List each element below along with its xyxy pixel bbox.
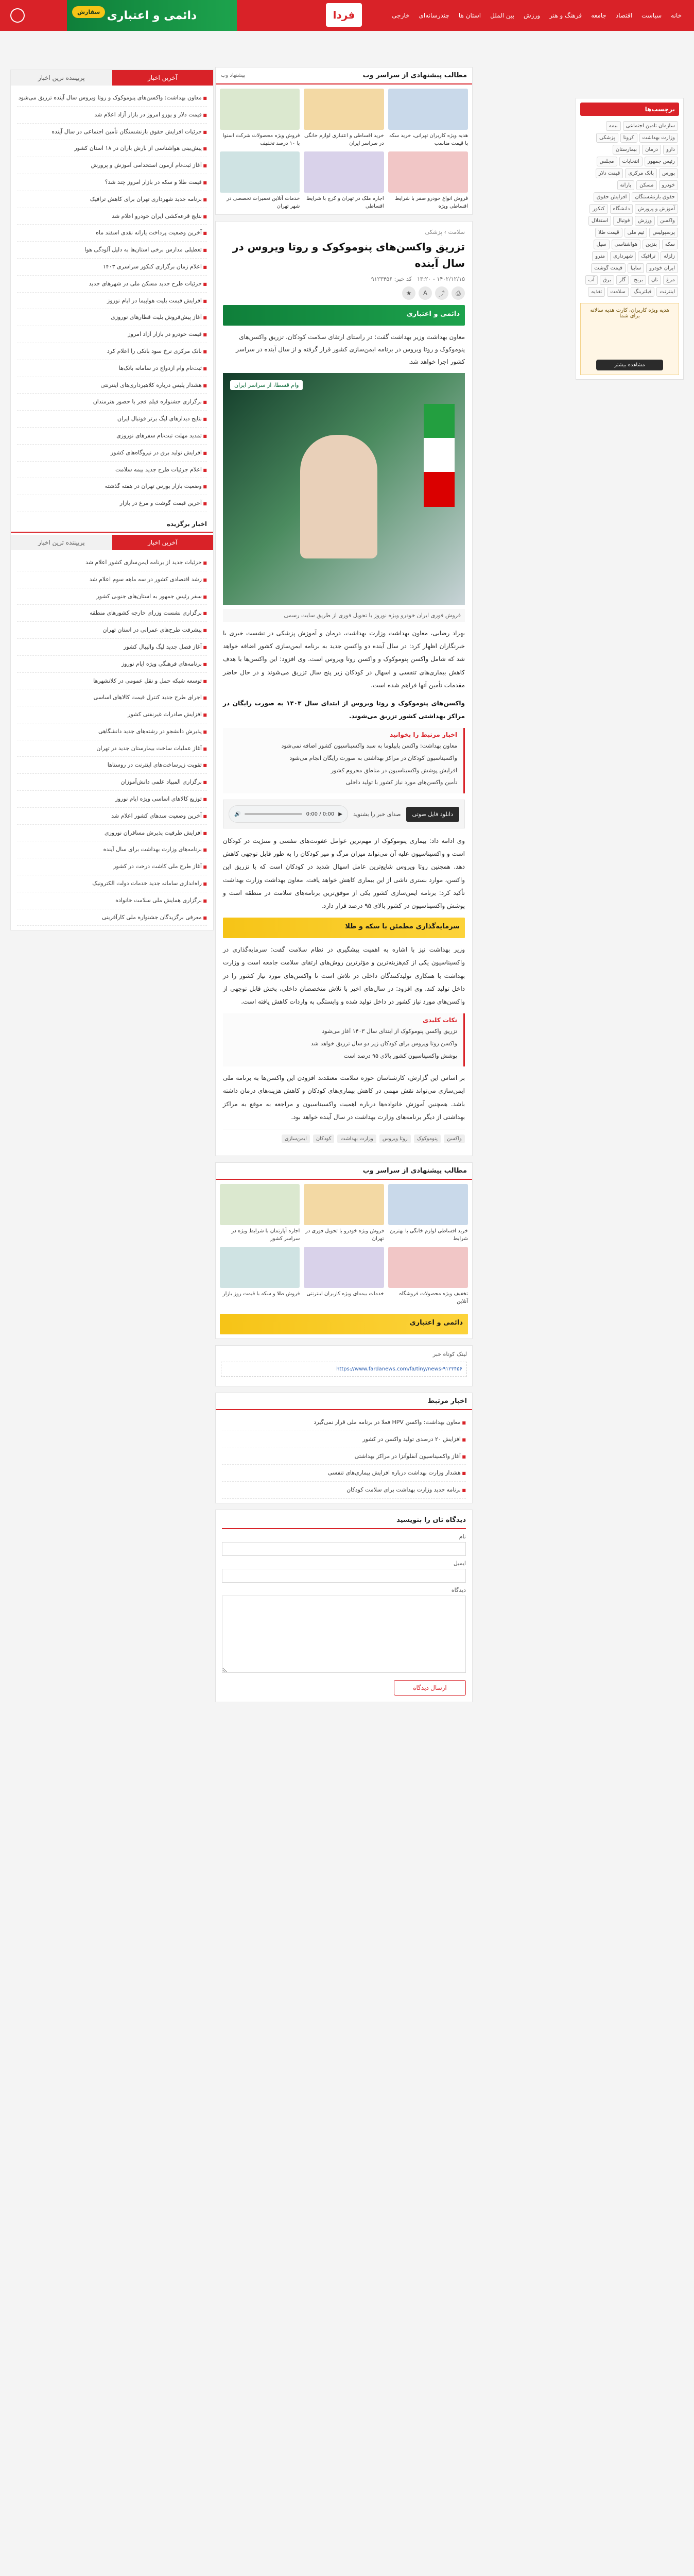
more-news-box bbox=[215, 1393, 473, 1503]
left-news-item[interactable]: ■ افزایش ظرفیت پذیرش مسافران نوروزی bbox=[17, 825, 207, 842]
suggested-card[interactable] bbox=[388, 1247, 468, 1306]
tag-chip[interactable]: زلزله bbox=[661, 251, 678, 261]
name-label: نام bbox=[459, 1533, 466, 1540]
article-tag[interactable]: وزارت بهداشت bbox=[337, 1134, 376, 1143]
nav-item[interactable]: استان ها bbox=[458, 12, 481, 19]
tag-chip[interactable]: قیمت طلا bbox=[595, 228, 622, 238]
suggested-card[interactable] bbox=[304, 1247, 384, 1306]
more-news-item[interactable]: ■ برنامه جدید وزارت بهداشت برای سلامت کودکان bbox=[222, 1482, 466, 1499]
left-news-item[interactable]: ■ نتایج دیدارهای لیگ برتر فوتبال ایران bbox=[17, 411, 207, 428]
article-title: تزریق واکسن‌های پنوموکوک و روتا ویروس در سال آینده bbox=[232, 241, 465, 269]
related-top-box bbox=[215, 67, 473, 215]
key-point-item[interactable]: تزریق واکسن پنوموکوک از ابتدای سال ۱۴۰۳ آغاز می‌شود bbox=[322, 1028, 457, 1035]
left-news-item[interactable]: ■ جزئیات طرح جدید مسکن ملی در شهرهای جدید bbox=[17, 276, 207, 293]
article-tag[interactable]: کودکان bbox=[313, 1134, 335, 1143]
suggested-card-caption: خرید اقساطی و اعتباری لوازم خانگی در سراسر ایران bbox=[304, 133, 384, 146]
left-news-item[interactable]: ■ برگزاری نشست وزرای خارجه کشورهای منطقه bbox=[17, 605, 207, 622]
suggested-card-caption: خدمات آنلاین تعمیرات تخصصی در شهر تهران bbox=[227, 196, 300, 209]
suggested-card-image bbox=[388, 1184, 468, 1225]
article-tag[interactable]: واکسن bbox=[444, 1134, 465, 1143]
left-news-item[interactable]: ■ افزایش صادرات غیرنفتی کشور bbox=[17, 706, 207, 723]
article-date: ۱۴۰۲/۱۲/۱۵ - ۱۳:۲۰ bbox=[417, 276, 465, 282]
left-news-item[interactable]: ■ آخرین وضعیت سدهای کشور اعلام شد bbox=[17, 808, 207, 825]
nav-item[interactable]: بین الملل bbox=[490, 12, 515, 19]
tag-chip[interactable]: برق bbox=[600, 275, 614, 285]
tag-chip[interactable]: پزشکی bbox=[596, 133, 618, 143]
nav-item[interactable]: جامعه bbox=[591, 12, 606, 19]
tag-chip[interactable]: افزایش حقوق bbox=[594, 192, 630, 202]
volume-icon[interactable]: 🔊 bbox=[234, 811, 241, 817]
tag-cloud bbox=[580, 120, 679, 298]
left-news-item[interactable]: ■ توسعه شبکه حمل و نقل عمومی در کلانشهرها bbox=[17, 673, 207, 690]
left-news-item[interactable]: ■ پذیرش دانشجو در رشته‌های جدید دانشگاهی bbox=[17, 723, 207, 740]
left-news-item[interactable]: ■ آغاز عملیات ساخت بیمارستان جدید در تهران bbox=[17, 740, 207, 757]
left-news-item[interactable]: ■ برگزاری المپیاد علمی دانش‌آموزان bbox=[17, 774, 207, 791]
comment-textarea[interactable] bbox=[222, 1596, 466, 1673]
tag-chip[interactable]: اینترنت bbox=[656, 287, 678, 297]
tag-chip[interactable]: سایپا bbox=[628, 263, 644, 273]
gift-button[interactable]: مشاهده بیشتر bbox=[596, 360, 663, 370]
inline-related-item[interactable]: افزایش پوشش واکسیناسیون در مناطق محروم کشور bbox=[331, 767, 457, 774]
left-news-item[interactable]: ■ رشد اقتصادی کشور در سه ماهه سوم اعلام شد bbox=[17, 571, 207, 588]
suggested-card-image bbox=[220, 151, 300, 193]
suggested-card-image bbox=[220, 1247, 300, 1288]
left-news-item[interactable]: ■ برگزاری همایش ملی سلامت خانواده bbox=[17, 892, 207, 909]
audio-progress[interactable] bbox=[245, 813, 302, 815]
more-news-item[interactable]: ■ معاون بهداشت: واکسن HPV فعلا در برنامه ملی قرار نمی‌گیرد bbox=[222, 1414, 466, 1431]
suggested-card[interactable] bbox=[388, 1184, 468, 1243]
tag-chip[interactable]: آب bbox=[585, 275, 598, 285]
tag-chip[interactable]: بیمارستان bbox=[613, 145, 640, 155]
tag-chip[interactable]: مرغ bbox=[663, 275, 678, 285]
tag-chip[interactable]: قیمت گوشت bbox=[591, 263, 626, 273]
left-news-item[interactable]: ■ معاون بهداشت: واکسن‌های پنوموکوک و روتا ویروس سال آینده تزریق می‌شود bbox=[17, 90, 207, 107]
left-news-item[interactable]: ■ آخرین قیمت گوشت و مرغ در بازار bbox=[17, 495, 207, 512]
tag-chip[interactable]: تغذیه bbox=[588, 287, 605, 297]
image-caption[interactable]: فروش فوری ایران خودرو ویژه نوروز با تحویل فوری از طریق سایت رسمی bbox=[223, 609, 465, 622]
tag-chip[interactable]: گاز bbox=[616, 275, 629, 285]
article-hero-image bbox=[223, 373, 465, 605]
key-point-item[interactable]: واکسن روتا ویروس برای کودکان زیر دو سال تزریق خواهد شد bbox=[310, 1040, 457, 1047]
inline-related-item[interactable]: تأمین واکسن‌های مورد نیاز کشور با تولید داخلی bbox=[345, 779, 457, 786]
share-icon[interactable]: ⤴ bbox=[435, 286, 448, 300]
article-tag[interactable]: ایمن‌سازی bbox=[282, 1134, 310, 1143]
tag-chip[interactable]: بانک مرکزی bbox=[625, 168, 657, 178]
left-news-item[interactable]: ■ آخرین وضعیت پرداخت یارانه نقدی اسفند ماه bbox=[17, 225, 207, 242]
suggested-card-image bbox=[220, 1184, 300, 1225]
name-input[interactable] bbox=[222, 1542, 466, 1556]
tag-chip[interactable]: کرونا bbox=[620, 133, 637, 143]
center-column bbox=[215, 67, 473, 1702]
article bbox=[215, 221, 473, 1156]
tag-chip[interactable]: دانشگاه bbox=[610, 204, 633, 214]
in-article-banner-1[interactable] bbox=[223, 918, 465, 938]
play-icon[interactable]: ▶ bbox=[338, 811, 342, 817]
left-news-item[interactable]: ■ معرفی برگزیدگان جشنواره ملی کارآفرینی bbox=[17, 909, 207, 926]
tag-chip[interactable]: استقلال bbox=[588, 216, 611, 226]
top-banner-text: دائمی و اعتباری bbox=[107, 9, 197, 22]
left-news-item[interactable]: ■ تمدید مهلت ثبت‌نام سفرهای نوروزی bbox=[17, 428, 207, 445]
tag-chip[interactable]: بیمه bbox=[606, 121, 621, 131]
top-banner-pill[interactable]: سفارش bbox=[72, 6, 105, 18]
suggested-card-image bbox=[304, 89, 384, 130]
search-icon[interactable] bbox=[10, 8, 25, 23]
tag-chip[interactable]: فوتبال bbox=[613, 216, 633, 226]
left-news-item[interactable]: ■ بانک مرکزی نرخ سود بانکی را اعلام کرد bbox=[17, 343, 207, 360]
tag-chip[interactable]: تیم ملی bbox=[624, 228, 648, 238]
tag-chip[interactable]: درمان bbox=[642, 145, 661, 155]
left-news-item[interactable]: ■ راه‌اندازی سامانه جدید خدمات دولت الکترونیک bbox=[17, 875, 207, 892]
suggested-card-image bbox=[388, 1247, 468, 1288]
main-nav bbox=[390, 0, 684, 31]
tag-chip[interactable]: سیل bbox=[594, 240, 610, 249]
more-news-item[interactable]: ■ آغاز واکسیناسیون آنفلوآنزا در مراکز بهداشتی bbox=[222, 1448, 466, 1465]
left-news-item[interactable]: ■ برنامه‌های فرهنگی ویژه ایام نوروز bbox=[17, 656, 207, 673]
left-news-item[interactable]: ■ تعطیلی مدارس برخی استان‌ها به دلیل آلودگی هوا bbox=[17, 242, 207, 259]
related-bottom-grid bbox=[216, 1180, 472, 1310]
font-size-icon[interactable]: A bbox=[419, 286, 432, 300]
left-news-item[interactable]: ■ افزایش قیمت بلیت هواپیما در ایام نوروز bbox=[17, 293, 207, 310]
in-article-banner-2[interactable] bbox=[220, 1314, 468, 1334]
suggested-card[interactable] bbox=[220, 89, 300, 147]
paragraph-1: بهزاد رضایی، معاون بهداشت وزارت بهداشت، درمان و آموزش پزشکی در نشست خبری با خبرنگاران اظهار کرد: در سال آینده دو واکسن جدید به برنامه ایمن‌سازی کشور اضافه خواهد شد که شامل واکسن پنوموکوک و واکسن روتا ویروس است. وی افزود: این واکسن‌ها با هدف کاهش بیماری‌های تنفسی و اسهال در کودکان زیر پنج سال تزریق می‌شوند و در حال حاضر مقدمات تأمین آنها فراهم شده است. bbox=[223, 630, 465, 689]
tag-chip[interactable]: قیمت دلار bbox=[596, 168, 623, 178]
tab-most-viewed[interactable]: پربیننده ترین اخبار bbox=[11, 70, 112, 86]
inline-related-title: اخبار مرتبط را بخوانید bbox=[390, 731, 457, 739]
suggested-card-caption: اجاره ملک در تهران و کرج با شرایط اقساطی bbox=[306, 196, 384, 209]
left-news-item[interactable]: ■ آغاز فصل جدید لیگ والیبال کشور bbox=[17, 639, 207, 656]
left-news-item[interactable]: ■ ثبت‌نام وام ازدواج در سامانه بانک‌ها bbox=[17, 360, 207, 377]
boxed-note-text: واکسن‌های پنوموکوک و روتا ویروس از ابتدای سال ۱۴۰۳ به صورت رایگان در مراکز بهداشتی کشور تزریق می‌شوند. bbox=[223, 699, 465, 720]
audio-player[interactable] bbox=[229, 805, 348, 823]
suggested-card-caption: فروش ویژه خودرو با تحویل فوری در تهران bbox=[305, 1228, 384, 1242]
suggested-card[interactable] bbox=[220, 1184, 300, 1243]
gift-text: هدیه ویژه کاربران، کارت هدیه سالانه برای شما bbox=[590, 308, 669, 319]
tag-chip[interactable]: انتخابات bbox=[619, 157, 643, 166]
tag-chip[interactable]: وزارت بهداشت bbox=[639, 133, 678, 143]
left-news-item[interactable]: ■ نتایج قرعه‌کشی ایران خودرو اعلام شد bbox=[17, 208, 207, 225]
share-toolbar bbox=[223, 286, 465, 300]
iran-flag bbox=[424, 404, 455, 507]
left-news-item[interactable]: ■ آغاز ثبت‌نام آزمون استخدامی آموزش و پرورش bbox=[17, 157, 207, 174]
article-lead: معاون بهداشت وزیر بهداشت گفت: در راستای ارتقای سلامت کودکان، تزریق واکسن‌های پنوموکوک و روتا ویروس در برنامه ایمن‌سازی کشور قرار گرفته و از سال آینده در سراسر کشور اجرا خواهد شد. bbox=[236, 333, 465, 365]
nav-item[interactable]: اقتصاد bbox=[615, 12, 632, 19]
related-bottom-title: مطالب پیشنهادی از سراسر وب bbox=[362, 1166, 467, 1175]
suggested-card-image bbox=[388, 151, 468, 193]
hero-label: وام قسطا، از سراسر ایران bbox=[230, 380, 303, 390]
tag-chip[interactable]: ایران خودرو bbox=[646, 263, 678, 273]
email-label: ایمیل bbox=[453, 1560, 466, 1567]
tag-chip[interactable]: خودرو bbox=[659, 180, 678, 190]
left-news-item[interactable]: ■ تقویت زیرساخت‌های اینترنت در روستاها bbox=[17, 757, 207, 774]
suggested-card[interactable] bbox=[220, 1247, 300, 1306]
tag-chip[interactable]: مجلس bbox=[597, 157, 617, 166]
key-points bbox=[223, 1013, 465, 1066]
suggested-card-caption: خرید اقساطی لوازم خانگی با بهترین شرایط bbox=[390, 1228, 468, 1242]
send-comment-button[interactable]: ارسال دیدگاه bbox=[394, 1680, 466, 1696]
in-article-banner-top-text: دائمی و اعتباری bbox=[406, 310, 460, 318]
tab-latest-2[interactable]: آخرین اخبار bbox=[112, 535, 214, 550]
suggested-card-caption: فروش ویژه محصولات شرکت اسنوا با ۱۰ درصد تخفیف bbox=[222, 133, 300, 146]
nav-item[interactable]: ورزش bbox=[524, 12, 541, 19]
nav-item[interactable]: چندرسانه‌ای bbox=[419, 12, 449, 19]
email-input[interactable] bbox=[222, 1569, 466, 1583]
tag-chip[interactable]: واکسن bbox=[657, 216, 678, 226]
tag-chip[interactable]: کنکور bbox=[589, 204, 608, 214]
left-news-item[interactable]: ■ سفر رئیس جمهور به استان‌های جنوبی کشور bbox=[17, 588, 207, 605]
article-code: کد خبر: ۹۱۲۳۴۵۶ bbox=[371, 276, 412, 282]
tag-chip[interactable]: سلامت bbox=[607, 287, 629, 297]
short-link-label: لینک کوتاه خبر bbox=[432, 1350, 467, 1358]
top-navbar bbox=[0, 0, 694, 31]
print-icon[interactable]: ⎙ bbox=[452, 286, 465, 300]
article-tag[interactable]: روتا ویروس bbox=[379, 1134, 411, 1143]
left-news-item[interactable]: ■ وضعیت بازار بورس تهران در هفته گذشته bbox=[17, 478, 207, 495]
suggested-card-caption: اجاره آپارتمان با شرایط ویژه در سراسر کشور bbox=[231, 1228, 300, 1242]
tag-chip[interactable]: ورزش bbox=[635, 216, 655, 226]
tag-chip[interactable]: بنزین bbox=[643, 240, 660, 249]
nav-item[interactable]: فرهنگ و هنر bbox=[549, 12, 582, 19]
bookmark-icon[interactable]: ★ bbox=[402, 286, 415, 300]
comment-form bbox=[215, 1510, 473, 1702]
tag-chip[interactable]: رئیس جمهور bbox=[645, 157, 678, 166]
suggested-card-caption: هدیه ویژه کاربران تهرانی، خرید سکه با قیمت مناسب bbox=[389, 133, 468, 146]
tag-chip[interactable]: پرسپولیس bbox=[649, 228, 678, 238]
audio-block bbox=[223, 800, 465, 828]
comment-label: دیدگاه bbox=[451, 1586, 466, 1594]
download-audio-button[interactable]: دانلود فایل صوتی bbox=[406, 807, 460, 822]
suggested-card[interactable] bbox=[304, 151, 384, 210]
nav-item[interactable]: خارجی bbox=[392, 12, 410, 19]
tab-latest[interactable]: آخرین اخبار bbox=[112, 70, 214, 86]
key-point-item[interactable]: پوشش واکسیناسیون کشور بالای ۹۵ درصد است bbox=[343, 1052, 457, 1059]
left-news-item[interactable]: ■ پیش‌بینی هواشناسی از بارش باران در ۱۸ استان کشور bbox=[17, 140, 207, 157]
related-bottom-box bbox=[215, 1162, 473, 1339]
suggested-card[interactable] bbox=[304, 89, 384, 147]
related-top-grid bbox=[216, 84, 472, 214]
tag-chip[interactable]: یارانه bbox=[617, 180, 635, 190]
inline-related-item[interactable]: واکسیناسیون کودکان در مراکز بهداشتی به صورت رایگان انجام می‌شود bbox=[289, 755, 457, 761]
site-logo[interactable]: فردا bbox=[326, 3, 362, 27]
left-news-item[interactable]: ■ جزئیات جدید از برنامه ایمن‌سازی کشور اعلام شد bbox=[17, 554, 207, 571]
left-news-item[interactable]: ■ قیمت خودرو در بازار آزاد امروز bbox=[17, 326, 207, 343]
suggested-card-image bbox=[388, 89, 468, 130]
left-news-item[interactable]: ■ برنامه جدید شهرداری تهران برای کاهش ترافیک bbox=[17, 191, 207, 208]
paragraph-4: بر اساس این گزارش، کارشناسان حوزه سلامت معتقدند افزودن این واکسن‌ها به برنامه ملی ایمن‌سازی می‌تواند نقش مهمی در کاهش بیماری‌های کودکان و کاهش هزینه‌های درمان داشته باشد. همچنین آموزش خانواده‌ها درباره اهمیت واکسیناسیون و مراجعه به موقع به مراکز بهداشتی از دیگر برنامه‌های وزارت بهداشت در سال آینده خواهد بود. bbox=[223, 1074, 465, 1121]
suggested-card[interactable] bbox=[388, 89, 468, 147]
left-news-item[interactable]: ■ برنامه‌های وزارت بهداشت برای سال آینده bbox=[17, 841, 207, 858]
audio-label: صدای خبر را بشنوید bbox=[353, 810, 401, 818]
left-news-item[interactable]: ■ افزایش تولید برق در نیروگاه‌های کشور bbox=[17, 445, 207, 462]
tag-chip[interactable]: سکه bbox=[662, 240, 678, 249]
nav-item[interactable]: خانه bbox=[671, 12, 682, 19]
left-news-item[interactable]: ■ قیمت دلار و یورو امروز در بازار آزاد اعلام شد bbox=[17, 107, 207, 124]
comment-title: دیدگاه تان را بنویسید bbox=[396, 1516, 466, 1524]
tab-most-viewed-2[interactable]: پربیننده ترین اخبار bbox=[11, 535, 112, 550]
inline-related bbox=[223, 728, 465, 793]
key-points-title: نکات کلیدی bbox=[423, 1016, 457, 1024]
paragraph-2: وی ادامه داد: بیماری پنوموکوک از مهم‌ترین عوامل عفونت‌های تنفسی و مننژیت در کودکان است و واکسیناسیون علیه آن می‌تواند میزان مرگ و میر کودکان را به طور قابل توجهی کاهش دهد. همچنین روتا ویروس شایع‌ترین عامل اسهال شدید در کودکان است که با تزریق این واکسن، موارد بستری ناشی از این بیماری کاهش خواهد یافت. معاون بهداشت وزارت بهداشت تأکید کرد: برنامه ایمن‌سازی کشور یکی از موفق‌ترین برنامه‌های سلامت در منطقه است و پوشش واکسیناسیون در کشور بالای ۹۵ درصد قرار دارد. bbox=[223, 837, 465, 909]
tag-chip[interactable]: فیلترینگ bbox=[631, 287, 654, 297]
tag-chip[interactable]: حقوق بازنشستگان bbox=[632, 192, 678, 202]
suggested-card-image bbox=[304, 1247, 384, 1288]
tag-chip[interactable]: ترافیک bbox=[638, 251, 658, 261]
tag-chip[interactable]: برنج bbox=[631, 275, 646, 285]
suggested-card[interactable] bbox=[304, 1184, 384, 1243]
suggested-card[interactable] bbox=[220, 151, 300, 210]
left-news-item[interactable]: ■ هشدار پلیس درباره کلاهبرداری‌های اینترنتی bbox=[17, 377, 207, 394]
tag-chip[interactable]: شهرداری bbox=[610, 251, 636, 261]
tag-chip[interactable]: مسکن bbox=[636, 180, 656, 190]
breadcrumb[interactable]: سلامت › پزشکی bbox=[425, 229, 465, 235]
related-top-title: مطالب پیشنهادی از سراسر وب bbox=[362, 72, 467, 79]
article-tags bbox=[223, 1134, 465, 1143]
left-news-item[interactable]: ■ برگزاری جشنواره فیلم فجر با حضور هنرمندان bbox=[17, 394, 207, 411]
top-ad-banner[interactable] bbox=[67, 0, 237, 31]
suggested-card[interactable] bbox=[388, 151, 468, 210]
speaker-figure bbox=[300, 435, 377, 558]
right-sidebar bbox=[576, 98, 684, 380]
more-news-item[interactable]: ■ افزایش ۲۰ درصدی تولید واکسن در کشور bbox=[222, 1431, 466, 1448]
left-news-item[interactable]: ■ اجرای طرح جدید کنترل قیمت کالاهای اساسی bbox=[17, 689, 207, 706]
in-article-banner-2-text: دائمی و اعتباری bbox=[409, 1318, 463, 1327]
suggested-card-caption: تخفیف ویژه محصولات فروشگاه آنلاین bbox=[399, 1291, 468, 1304]
main-area bbox=[0, 31, 694, 2576]
more-news-item[interactable]: ■ هشدار وزارت بهداشت درباره افزایش بیماری‌های تنفسی bbox=[222, 1465, 466, 1482]
tags-title: برچسب‌ها bbox=[580, 103, 679, 116]
suggested-card-caption: فروش انواع خودرو صفر با شرایط اقساطی ویژه bbox=[394, 196, 468, 209]
nav-item[interactable]: سیاست bbox=[641, 12, 662, 19]
gift-ad[interactable] bbox=[580, 303, 679, 375]
short-link-box bbox=[215, 1345, 473, 1386]
left-news-item[interactable]: ■ آغاز پیش‌فروش بلیت قطارهای نوروزی bbox=[17, 309, 207, 326]
left-news-item[interactable]: ■ توزیع کالاهای اساسی ویژه ایام نوروز bbox=[17, 791, 207, 808]
left-news-item[interactable]: ■ آغاز طرح ملی کاشت درخت در کشور bbox=[17, 858, 207, 875]
suggested-card-image bbox=[304, 151, 384, 193]
left-news-item[interactable]: ■ اعلام جزئیات طرح جدید بیمه سلامت bbox=[17, 462, 207, 479]
left-news-item[interactable]: ■ پیشرفت طرح‌های عمرانی در استان تهران bbox=[17, 622, 207, 639]
left-sidebar bbox=[10, 70, 214, 930]
boxed-note bbox=[223, 697, 465, 723]
tag-chip[interactable]: سازمان تامین اجتماعی bbox=[623, 121, 678, 131]
audio-time: 0:00 / 0:00 bbox=[306, 811, 335, 817]
tag-chip[interactable]: آموزش و پرورش bbox=[635, 204, 678, 214]
tag-chip[interactable]: بورس bbox=[659, 168, 678, 178]
paragraph-3: وزیر بهداشت نیز با اشاره به اهمیت پیشگیری در نظام سلامت گفت: سرمایه‌گذاری در واکسیناسیون یکی از کم‌هزینه‌ترین و مؤثرترین روش‌های ارتقای سلامت جامعه است و وزارت بهداشت با همکاری تولیدکنندگان داخلی در تلاش است تا واکسن‌های مورد نیاز کشور را در داخل تولید کند. وی افزود: در سال‌های اخیر با تلاش متخصصان داخلی، بخش قابل توجهی از واکسن‌های مورد نیاز کشور در داخل تولید شده و وابستگی به واردات کاهش یافته است. bbox=[223, 946, 465, 1005]
tag-chip[interactable]: مترو bbox=[592, 251, 608, 261]
suggested-card-image bbox=[220, 89, 300, 130]
suggested-card-image bbox=[304, 1184, 384, 1225]
related-top-more[interactable]: پیشنهاد وب bbox=[221, 73, 246, 78]
tag-chip[interactable]: نان bbox=[648, 275, 661, 285]
tag-chip[interactable]: هواشناسی bbox=[612, 240, 640, 249]
more-news-title: اخبار مرتبط bbox=[427, 1397, 467, 1405]
article-tag[interactable]: پنوموکوک bbox=[414, 1134, 441, 1143]
featured-title: اخبار برگزیده bbox=[11, 516, 213, 533]
inline-related-item[interactable]: معاون بهداشت: واکسن پاپیلوما به سبد واکسیناسیون کشور اضافه نمی‌شود bbox=[281, 742, 457, 750]
left-news-item[interactable]: ■ اعلام زمان برگزاری کنکور سراسری ۱۴۰۳ bbox=[17, 259, 207, 276]
tag-chip[interactable]: دارو bbox=[663, 145, 678, 155]
left-news-item[interactable]: ■ جزئیات افزایش حقوق بازنشستگان تأمین اجتماعی در سال آینده bbox=[17, 124, 207, 141]
suggested-card-caption: فروش طلا و سکه با قیمت روز بازار bbox=[222, 1291, 300, 1297]
in-article-banner-1-text: سرمایه‌گذاری مطمئن با سکه و طلا bbox=[345, 923, 460, 931]
left-news-item[interactable]: ■ قیمت طلا و سکه در بازار امروز چند شد؟ bbox=[17, 174, 207, 191]
suggested-card-caption: خدمات بیمه‌ای ویژه کاربران اینترنتی bbox=[306, 1291, 384, 1297]
short-link[interactable]: https://www.fardanews.com/fa/tiny/news-۹۱۲۳۴۵۶ bbox=[221, 1362, 467, 1377]
in-article-banner-top[interactable] bbox=[223, 305, 465, 326]
